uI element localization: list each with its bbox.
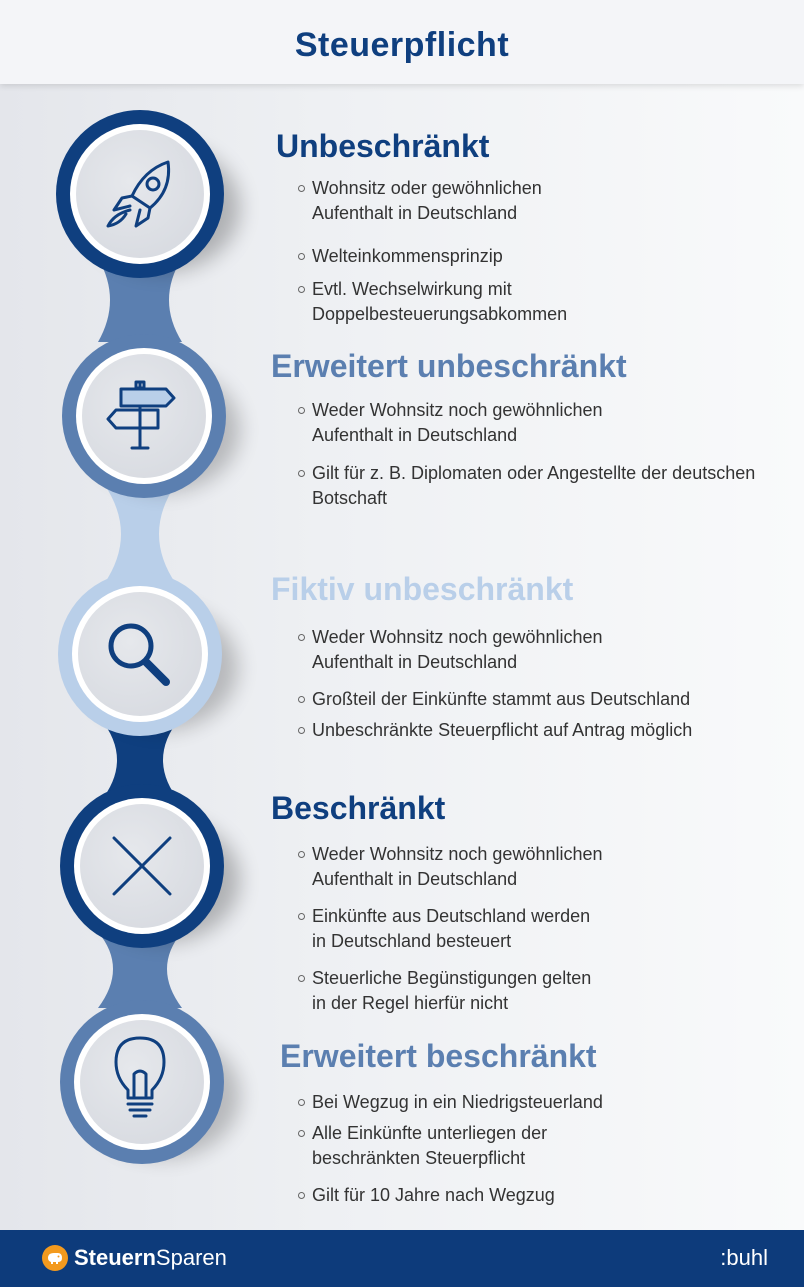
footer xyxy=(0,1230,804,1287)
section-items xyxy=(296,176,776,327)
partner-logo[interactable]: :buhl xyxy=(720,1245,768,1270)
section-title: Beschränkt xyxy=(271,790,446,826)
list-item: Großteil der Einkünfte stammt aus Deutschland xyxy=(296,687,776,712)
section-items xyxy=(296,625,776,743)
circle-unbeschraenkt xyxy=(56,110,240,278)
circle-erweitert-unbeschraenkt xyxy=(62,334,240,498)
circle-erweitert-beschraenkt xyxy=(60,1000,240,1164)
list-item: Unbeschränkte Steuerpflicht auf Antrag möglich xyxy=(296,718,776,743)
connector-2-3 xyxy=(104,484,176,584)
section-title: Unbeschränkt xyxy=(276,128,490,164)
list-item: Wohnsitz oder gewöhnlichen Aufenthalt in Deutschland xyxy=(296,176,776,226)
list-item: Einkünfte aus Deutschland werden in Deutschland besteuert xyxy=(296,904,776,954)
list-item: Weder Wohnsitz noch gewöhnlichen Aufenthalt in Deutschland xyxy=(296,625,776,675)
list-item: Evtl. Wechselwirkung mit Doppelbesteuerungsabkommen xyxy=(296,277,776,327)
list-item: Weder Wohnsitz noch gewöhnlichen Aufenthalt in Deutschland xyxy=(296,842,776,892)
brand-name: SteuernSparen xyxy=(74,1245,227,1270)
piggy-bank-icon xyxy=(42,1245,68,1271)
list-item: Gilt für z. B. Diplomaten oder Angestellte der deutschen Botschaft xyxy=(296,461,776,511)
section-items xyxy=(296,842,776,1016)
section-items xyxy=(296,398,776,511)
circle-beschraenkt xyxy=(60,784,240,948)
list-item: Gilt für 10 Jahre nach Wegzug xyxy=(296,1183,776,1208)
section-title: Fiktiv unbeschränkt xyxy=(271,571,574,607)
list-item: Steuerliche Begünstigungen gelten in der Regel hierfür nicht xyxy=(296,966,776,1016)
header xyxy=(0,0,804,84)
page-title: Steuerpflicht xyxy=(294,26,510,64)
section-title: Erweitert beschränkt xyxy=(280,1038,597,1074)
section-items xyxy=(296,1090,776,1208)
list-item: Alle Einkünfte unterliegen der beschränkten Steuerpflicht xyxy=(296,1121,776,1171)
list-item: Bei Wegzug in ein Niedrigsteuerland xyxy=(296,1090,776,1115)
list-item: Weder Wohnsitz noch gewöhnlichen Aufenthalt in Deutschland xyxy=(296,398,776,448)
list-item: Welteinkommensprinzip xyxy=(296,244,776,269)
section-title: Erweitert unbeschränkt xyxy=(271,348,627,384)
brand-logo[interactable] xyxy=(42,1245,227,1271)
